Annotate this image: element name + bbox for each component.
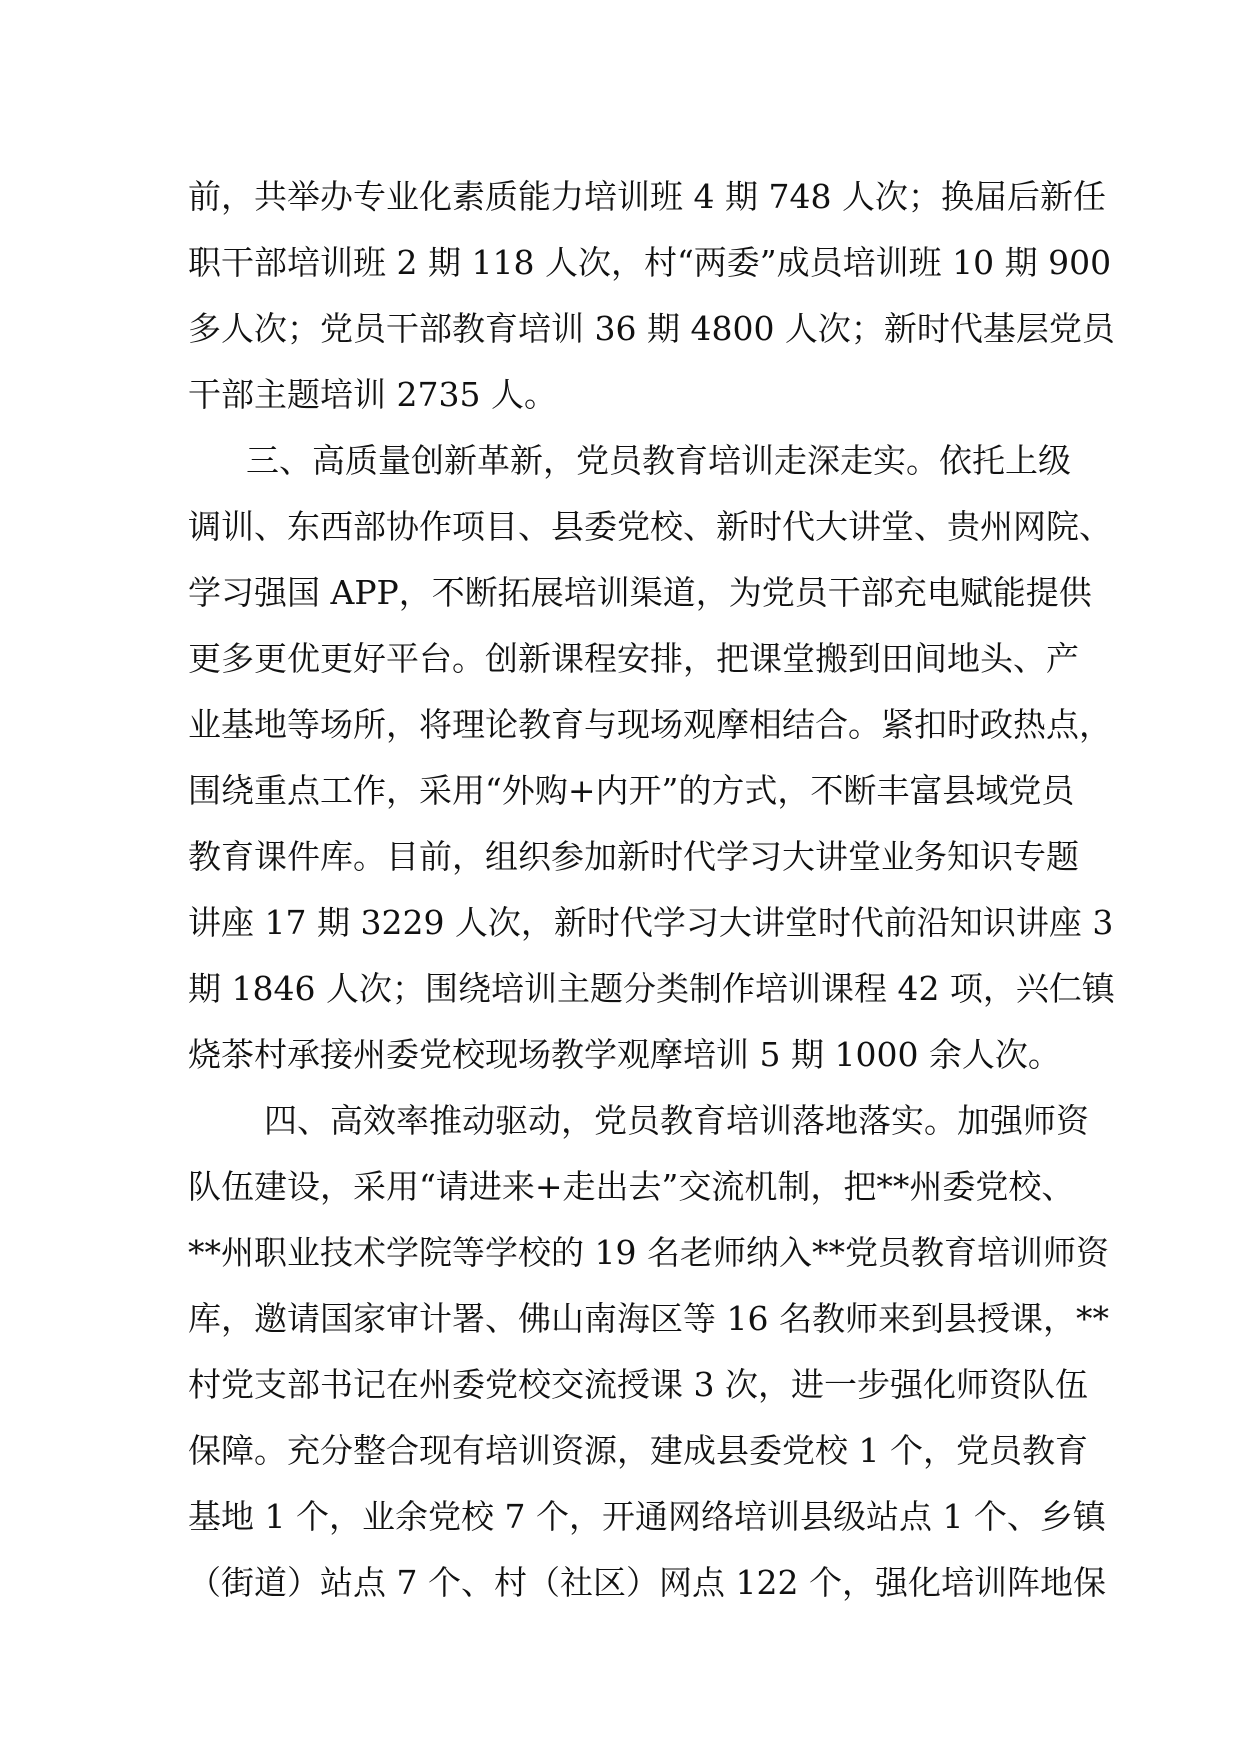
text-line: 教育课件库。目前，组织参加新时代学习大讲堂业务知识专题 [188, 837, 1079, 876]
text-line: 基地 1 个，业余党校 7 个，开通网络培训县级站点 1 个、乡镇 [188, 1497, 1106, 1536]
text-line: 干部主题培训 2735 人。 [188, 375, 557, 414]
text-line: 保障。充分整合现有培训资源，建成县委党校 1 个，党员教育 [188, 1431, 1088, 1470]
text-line: 业基地等场所，将理论教育与现场观摩相结合。紧扣时政热点， [188, 705, 1112, 744]
text-line: 调训、东西部协作项目、县委党校、新时代大讲堂、贵州网院、 [188, 507, 1112, 546]
text-line: （街道）站点 7 个、村（社区）网点 122 个，强化培训阵地保 [188, 1563, 1106, 1602]
section-three-heading-line: 三、高质量创新革新，党员教育培训走深走实。依托上级 [246, 441, 1071, 480]
text-line: 更多更优更好平台。创新课程安排，把课堂搬到田间地头、产 [188, 639, 1079, 678]
text-line: 队伍建设，采用“请进来+走出去”交流机制，把**州委党校、 [188, 1167, 1075, 1206]
text-line: 库，邀请国家审计署、佛山南海区等 16 名教师来到县授课，** [188, 1299, 1109, 1338]
text-line: 村党支部书记在州委党校交流授课 3 次，进一步强化师资队伍 [188, 1365, 1088, 1404]
text-line: 期 1846 人次；围绕培训主题分类制作培训课程 42 项，兴仁镇 [188, 969, 1115, 1008]
text-line: 学习强国 APP，不断拓展培训渠道，为党员干部充电赋能提供 [188, 573, 1092, 612]
text-line: 烧茶村承接州委党校现场教学观摩培训 5 期 1000 余人次。 [188, 1035, 1061, 1074]
text-line: 多人次；党员干部教育培训 36 期 4800 人次；新时代基层党员 [188, 309, 1115, 348]
text-line: 职干部培训班 2 期 118 人次，村“两委”成员培训班 10 期 900 [188, 243, 1112, 282]
section-four-heading-line: 四、高效率推动驱动，党员教育培训落地落实。加强师资 [264, 1101, 1089, 1140]
text-line: 前，共举办专业化素质能力培训班 4 期 748 人次；换届后新任 [188, 177, 1106, 216]
text-line: **州职业技术学院等学校的 19 名老师纳入**党员教育培训师资 [188, 1233, 1109, 1272]
text-line: 讲座 17 期 3229 人次，新时代学习大讲堂时代前沿知识讲座 3 [188, 903, 1114, 942]
text-line: 围绕重点工作，采用“外购+内开”的方式，不断丰富县域党员 [188, 771, 1075, 810]
